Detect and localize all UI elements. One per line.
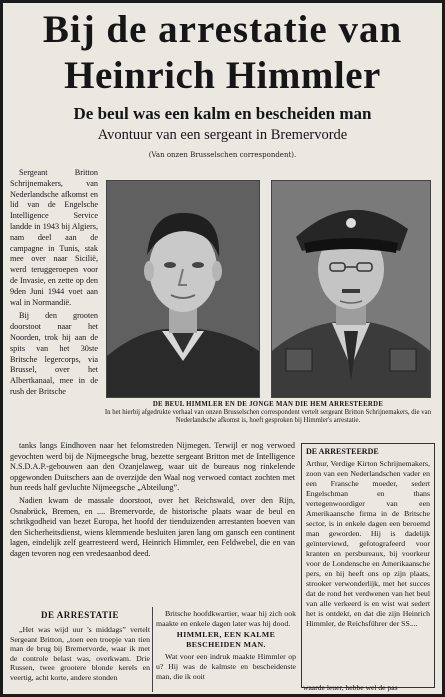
headline-line-1: Bij de arrestatie van (42, 8, 403, 51)
left-column-paragraph: Bij den grooten doorstoot naar het Noorden, trok hij aan de spits van het 30ste Britsche legercorps, via Brussel, over het Albertkanaal, mee in de rush der Britsche (10, 311, 98, 396)
headline-line-2: Heinrich Himmler (64, 54, 381, 97)
column-divider (152, 607, 153, 692)
byline: (Van onzen Brusselschen correspondent). (148, 151, 297, 159)
newspaper-clipping (3, 3, 442, 694)
main-paragraph: Nadien kwam de massale doorstoot, over het Reichswald, over den Rijn, Osnabrück, Bremen, en .... Bremervorde, de historische plaats waar de beul en schrikgodheid van bezet Europa, het hoofd der tienduizenden arrestanten boeven van den Sicherheitsdienst, wiens klemmende besluiten jaren lang om gansch een continent lagen, eindelijk zelf gearresteerd werd, Heinrich Himmler, een Feldwebel, die en van dagen tevoren nog een vredesaanbod deed. (10, 495, 295, 558)
sidebar-box-title: DE ARRESTEERDE (306, 447, 379, 456)
caption-title: DE BEUL HIMMLER EN DE JONGE MAN DIE HEM ARRESTEERDE (152, 401, 384, 408)
main-paragraph: tanks langs Eindhoven naar het felomstreden Nijmegen. Terwijl er nog verwoed gevochten werd bij de Nijmeegsche brug, bezette sergeant Britton met de Intelligence N.S.D.A.P.-gebouwen aan den Ozanjelaweg, waar uit de bureaus nog rinkelende opgewonden Duitschers aan de overzijde den Waal nog verwoed contact zochten met hun reeds half gevluchte Nijmeegsche „Abteilung”. (10, 441, 295, 493)
bottom-left-column (10, 625, 150, 683)
photo-himmler (271, 180, 431, 398)
bottom-right-fragment: waarde leuer, hebbe wel de pas (303, 683, 398, 692)
subheadline-2: Avontuur van een sergeant in Bremervorde (97, 127, 348, 143)
portrait-officer-image (272, 181, 430, 397)
photo-caption (103, 401, 433, 425)
left-column-paragraph: Sergeant Britton Schrijnemakers, van Nederlandsche afkomst en lid van de Engelsche Intelligence Service landde in 1943 bij Algiers, nam deel aan de campagne in Tunis, stak mee over naar Sicilië, werd teruggeroepen voor de Invasie, en zette op den 9den Juni 1944 voet aan wal in Normandië. (10, 168, 98, 307)
sidebar-box (301, 443, 435, 688)
bottom-middle-heading: HIMMLER, EEN KALME BESCHEIDEN MAN. (176, 630, 276, 649)
subheadline: De beul was een kalm en bescheiden man (73, 104, 372, 123)
sidebar-box-text: Arthur, Verdige Kirton Schrijnemakers, zoon van een Nederlandschen vader en een Fransche moeder, sedert Engelschman en thans vertegenwoordiger van een Amerikaansche firma in de Britsche sector, is in enkele dagen een beroemd man geworden. Hij is dadelijk geïnterviewd, gefotografeerd voor kranten en persbureaux, bij voorkeur voor de Londensche en Amerikaansche pers, en hij heeft ons op zijn plaats, strooker verwonderlijk, met het succes dat de rond het verdwenen van het beul van alle verkeerd is en wist wat sedert het is ontdekt, en dat die zijn Heinrich Himmler, de Reichsführer der SS.... (306, 459, 430, 628)
portrait-young-man-image (107, 181, 259, 397)
left-column (10, 168, 98, 401)
bottom-middle-top-text: Britsche hoofdkwartier, waar hij zich ook maakte en enkele dagen later was hij dood. (156, 609, 296, 628)
section-heading: DE ARRESTATIE (41, 610, 119, 620)
bottom-middle-text: Wat voor een indruk maakte Himmler op u? Hij was de kalmste en bescheidenste man, die ik ooit (156, 652, 296, 681)
bottom-middle-column (156, 609, 296, 681)
photo-sergeant (106, 180, 260, 398)
bottom-left-text: „Het was wijd uur 's middags” vertelt Sergeant Britton, „toen een troepje van tien man de brug bij Bremervorde, waar ik met de controle belast was, overkwam. Drie Russen, twee grootere blonde kerels en veertig, acht korte, andere stonden (10, 625, 150, 682)
main-text-block (10, 441, 295, 562)
caption-text: In het hierbij afgedrukte verhaal van onzen Brusselschen correspondent vertelt sergeant Britton Schrijnemakers, die van Nederlandsche afkomst is, hoeft gesproken bij Himmler's arrestatie. (104, 409, 432, 424)
